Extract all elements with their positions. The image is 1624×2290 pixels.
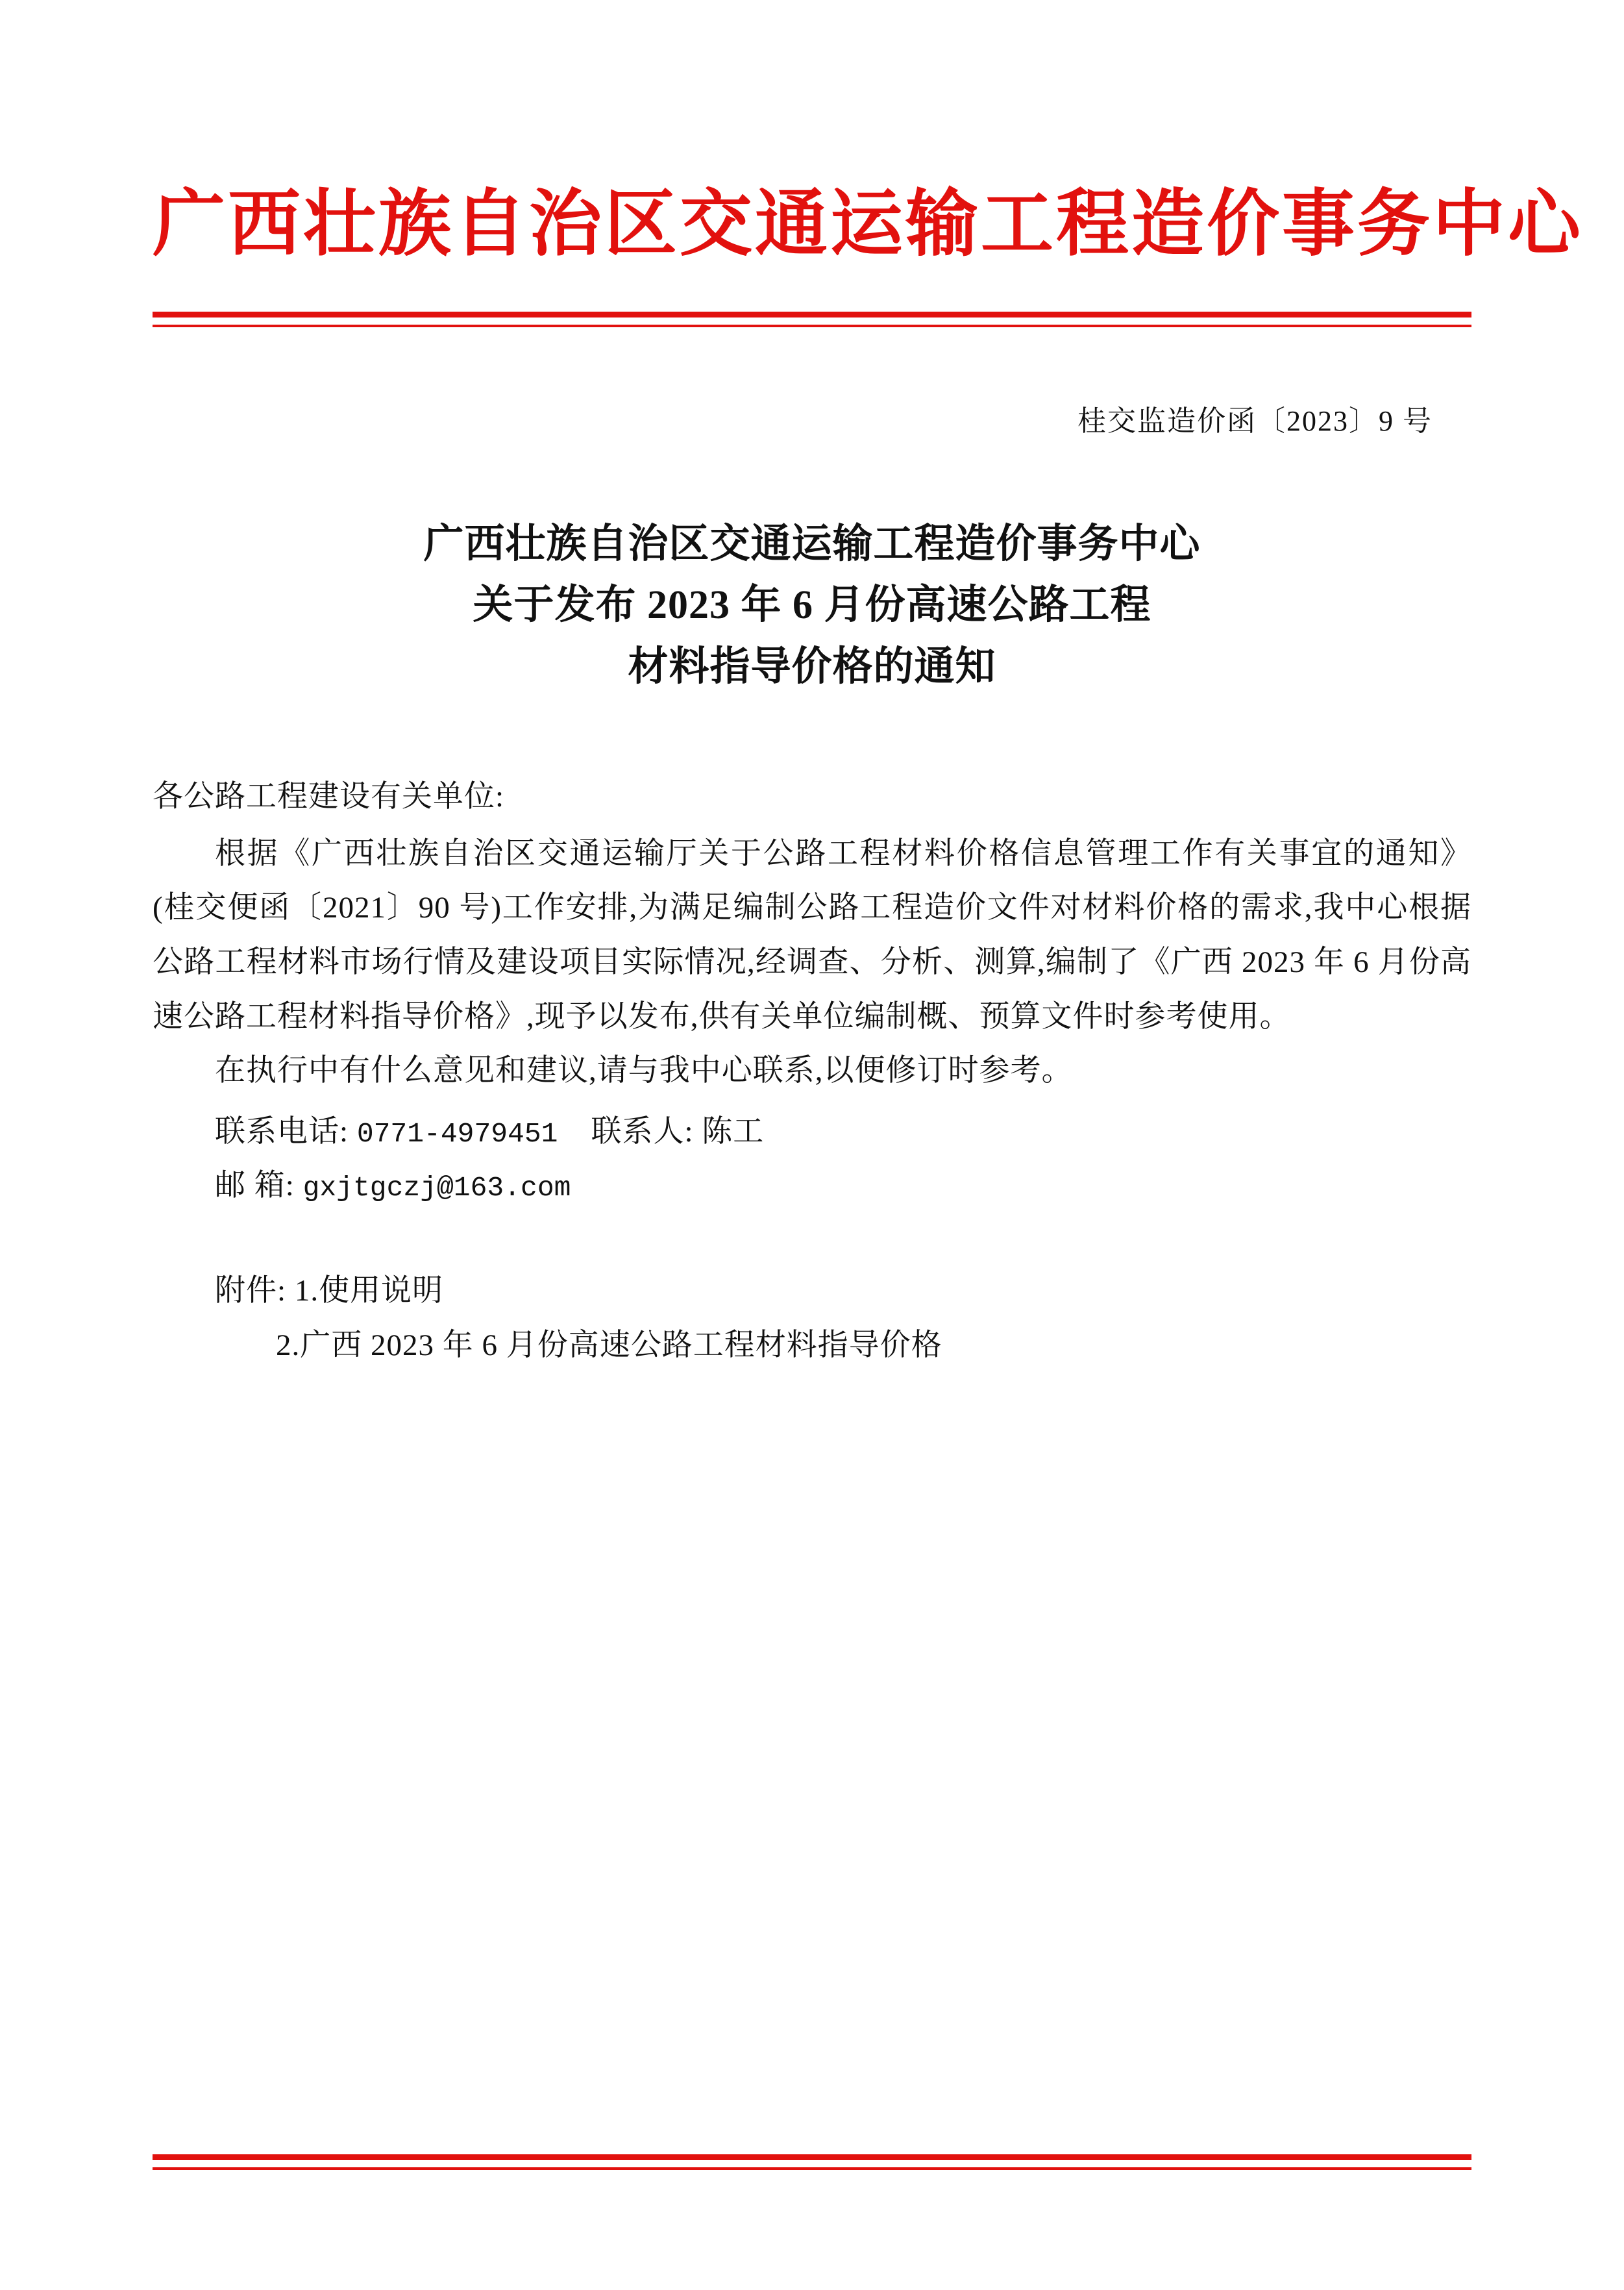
footer-rule-thick bbox=[153, 2154, 1471, 2160]
page-title-line-1: 广西壮族自治区交通运输工程造价事务中心 bbox=[423, 522, 1201, 567]
contact-person-value: 陈工 bbox=[702, 1114, 765, 1149]
footer-rule-gap bbox=[153, 2160, 1471, 2167]
masthead-rule-gap bbox=[153, 317, 1471, 325]
masthead-rule-thick bbox=[153, 312, 1471, 317]
contact-email-label: 邮 箱: bbox=[215, 1169, 295, 1203]
footer-rule-thin bbox=[153, 2167, 1471, 2170]
body-paragraph-2: 在执行中有什么意见和建议,请与我中心联系,以便修订时参考。 bbox=[215, 1054, 1073, 1088]
document-number-row bbox=[153, 397, 1471, 439]
attachment-block bbox=[153, 1264, 1471, 1373]
body-paragraph-1: 根据《广西壮族自治区交通运输厅关于公路工程材料价格信息管理工作有关事宜的通知》(桂交便函〔2021〕90 号)工作安排,为满足编制公路工程造价文件对材料价格的需求,我中心根据公路工程材料市场行情及建设项目实际情况,经调查、分析、测算,编制了《广西 2023 年 6 月份高速公路工程材料指导价格》,现予以发布,供有关单位编制概、预算文件时参考使用。 bbox=[153, 836, 1471, 1034]
masthead-rule-thin bbox=[153, 325, 1471, 327]
organization-title: 广西壮族自治区交通运输工程造价事务中心 bbox=[153, 184, 1583, 265]
page-title bbox=[153, 514, 1471, 697]
contact-phone-value: 0771-4979451 bbox=[356, 1117, 558, 1150]
document-body bbox=[153, 770, 1471, 1373]
masthead-rule-group bbox=[153, 312, 1471, 327]
attachment-line-1 bbox=[153, 1264, 1471, 1319]
salutation: 各公路工程建设有关单位: bbox=[153, 779, 505, 814]
contact-email-line bbox=[153, 1159, 1471, 1213]
attachment-item-1: 1.使用说明 bbox=[294, 1274, 444, 1308]
attachment-label: 附件: bbox=[215, 1274, 287, 1308]
document-number: 桂交监造价函〔2023〕9 号 bbox=[1077, 405, 1433, 438]
contact-email-value: gxjtgczj@163.com bbox=[302, 1172, 571, 1204]
page-title-line-3: 材料指导价格的通知 bbox=[628, 644, 996, 689]
contact-person-label: 联系人: bbox=[591, 1114, 694, 1149]
masthead bbox=[153, 0, 1583, 265]
attachment-item-2: 2.广西 2023 年 6 月份高速公路工程材料指导价格 bbox=[276, 1328, 942, 1362]
contact-phone-line bbox=[153, 1105, 1471, 1160]
contact-block bbox=[153, 1105, 1471, 1213]
contact-phone-label: 联系电话: bbox=[215, 1114, 349, 1149]
footer-rule-group bbox=[153, 2154, 1471, 2170]
page-title-line-2: 关于发布 2023 年 6 月份高速公路工程 bbox=[473, 583, 1151, 628]
